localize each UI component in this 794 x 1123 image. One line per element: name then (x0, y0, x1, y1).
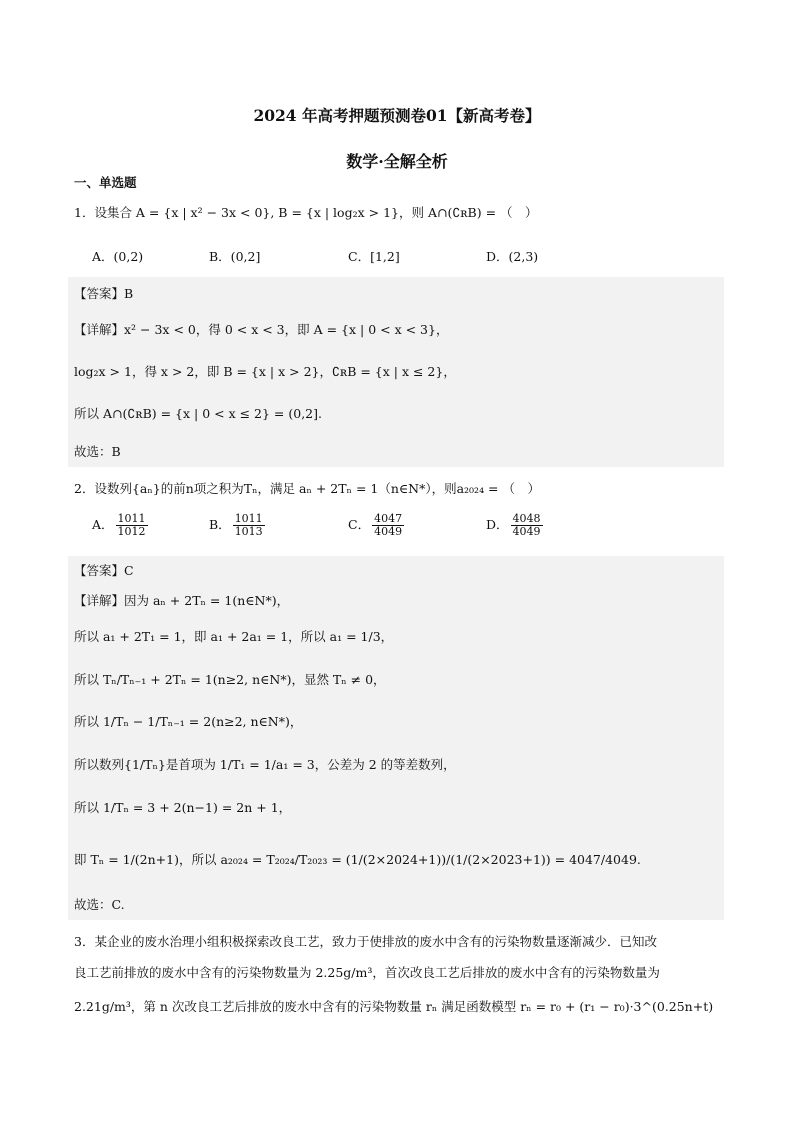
document-title: 2024 年高考押题预测卷01【新高考卷】 (253, 106, 541, 125)
q1-choose: 故选：B (74, 444, 121, 459)
q2-option-c (348, 513, 406, 538)
q2-detail-line: 所以 a₁ + 2T₁ = 1，即 a₁ + 2a₁ = 1，所以 a₁ = 1/3， (74, 629, 394, 644)
q2-detail-line: 所以数列{1/Tₙ}是首项为 1/T₁ = 1/a₁ = 3，公差为 2 的等差数列， (74, 757, 456, 772)
q2-option-label: C． (348, 517, 371, 532)
q1-detail-line: log₂x > 1，得 x > 2，即 B = {x | x > 2}，∁ʀB = {x | x ≤ 2}， (74, 364, 456, 379)
q3-text-line: 3．某企业的废水治理小组积极探索改良工艺，致力于使排放的废水中含有的污染物数量逐渐减少．已知改 (74, 934, 657, 949)
q2-detail-line: 所以 1/Tₙ = 3 + 2(n−1) = 2n + 1， (74, 800, 292, 815)
q2-answer: 【答案】C (74, 563, 134, 578)
q2-stem: 2．设数列{aₙ}的前n项之积为Tₙ，满足 aₙ + 2Tₙ = 1（n∈N*），则a₂₀₂₄ = （ ） (74, 481, 540, 496)
q1-detail-line: 所以 A∩(∁ʀB) = {x | 0 < x ≤ 2} = (0,2]. (74, 406, 322, 421)
q2-detail-line: 所以 1/Tₙ − 1/Tₙ₋₁ = 2(n≥2, n∈N*)， (74, 714, 303, 729)
q2-option-label: A． (92, 517, 114, 532)
q1-option-d: D．(2,3) (486, 249, 539, 264)
q1-detail-line: 【详解】x² − 3x < 0，得 0 < x < 3，即 A = {x | 0 < x < 3}， (74, 322, 449, 337)
q2-option-denominator: 4049 (374, 525, 403, 538)
document-subtitle: 数学·全解全析 (346, 152, 448, 171)
q2-detail-line: 所以 Tₙ/Tₙ₋₁ + 2Tₙ = 1(n≥2, n∈N*)，显然 Tₙ ≠ 0， (74, 672, 386, 687)
q2-option-label: D． (486, 517, 509, 532)
q2-option-a (92, 513, 150, 538)
q2-choose: 故选：C. (74, 897, 125, 912)
q3-text-line: 2.21g/m³，第 n 次改良工艺后排放的废水中含有的污染物数量 rₙ 满足函数模型 rₙ = r₀ + (r₁ − r₀)·3^(0.25n+t) (74, 999, 714, 1014)
q2-option-numerator: 4048 (512, 512, 541, 525)
q2-option-label: B． (209, 517, 231, 532)
q2-option-denominator: 1013 (234, 525, 263, 538)
q2-detail-line: 【详解】因为 aₙ + 2Tₙ = 1(n∈N*)， (74, 593, 290, 608)
q1-option-a: A．(0,2) (92, 249, 144, 264)
section-heading: 一、单选题 (74, 175, 137, 190)
q1-option-c: C．[1,2] (348, 249, 400, 264)
q2-option-denominator: 1012 (117, 525, 146, 538)
q2-solution-box (68, 556, 724, 920)
q2-option-numerator: 4047 (374, 512, 403, 525)
q1-solution-box (68, 277, 724, 467)
q2-option-b (209, 513, 267, 538)
q2-option-numerator: 1011 (117, 512, 146, 525)
q1-option-b: B．(0,2] (209, 249, 261, 264)
q2-option-d (486, 513, 545, 538)
q3-text-line: 良工艺前排放的废水中含有的污染物数量为 2.25g/m³，首次改良工艺后排放的废水中含有的污染物数量为 (74, 965, 660, 980)
q2-detail-line: 即 Tₙ = 1/(2n+1)，所以 a₂₀₂₄ = T₂₀₂₄/T₂₀₂₃ = (1/(2×2024+1))/(1/(2×2023+1)) = 4047/4049. (74, 852, 641, 867)
q1-stem: 1．设集合 A = {x | x² − 3x < 0}, B = {x | log₂x > 1}，则 A∩(∁ʀB) = （ ） (74, 205, 538, 220)
q2-option-denominator: 4049 (512, 525, 541, 538)
q2-option-numerator: 1011 (234, 512, 263, 525)
q1-answer: 【答案】B (74, 286, 134, 301)
